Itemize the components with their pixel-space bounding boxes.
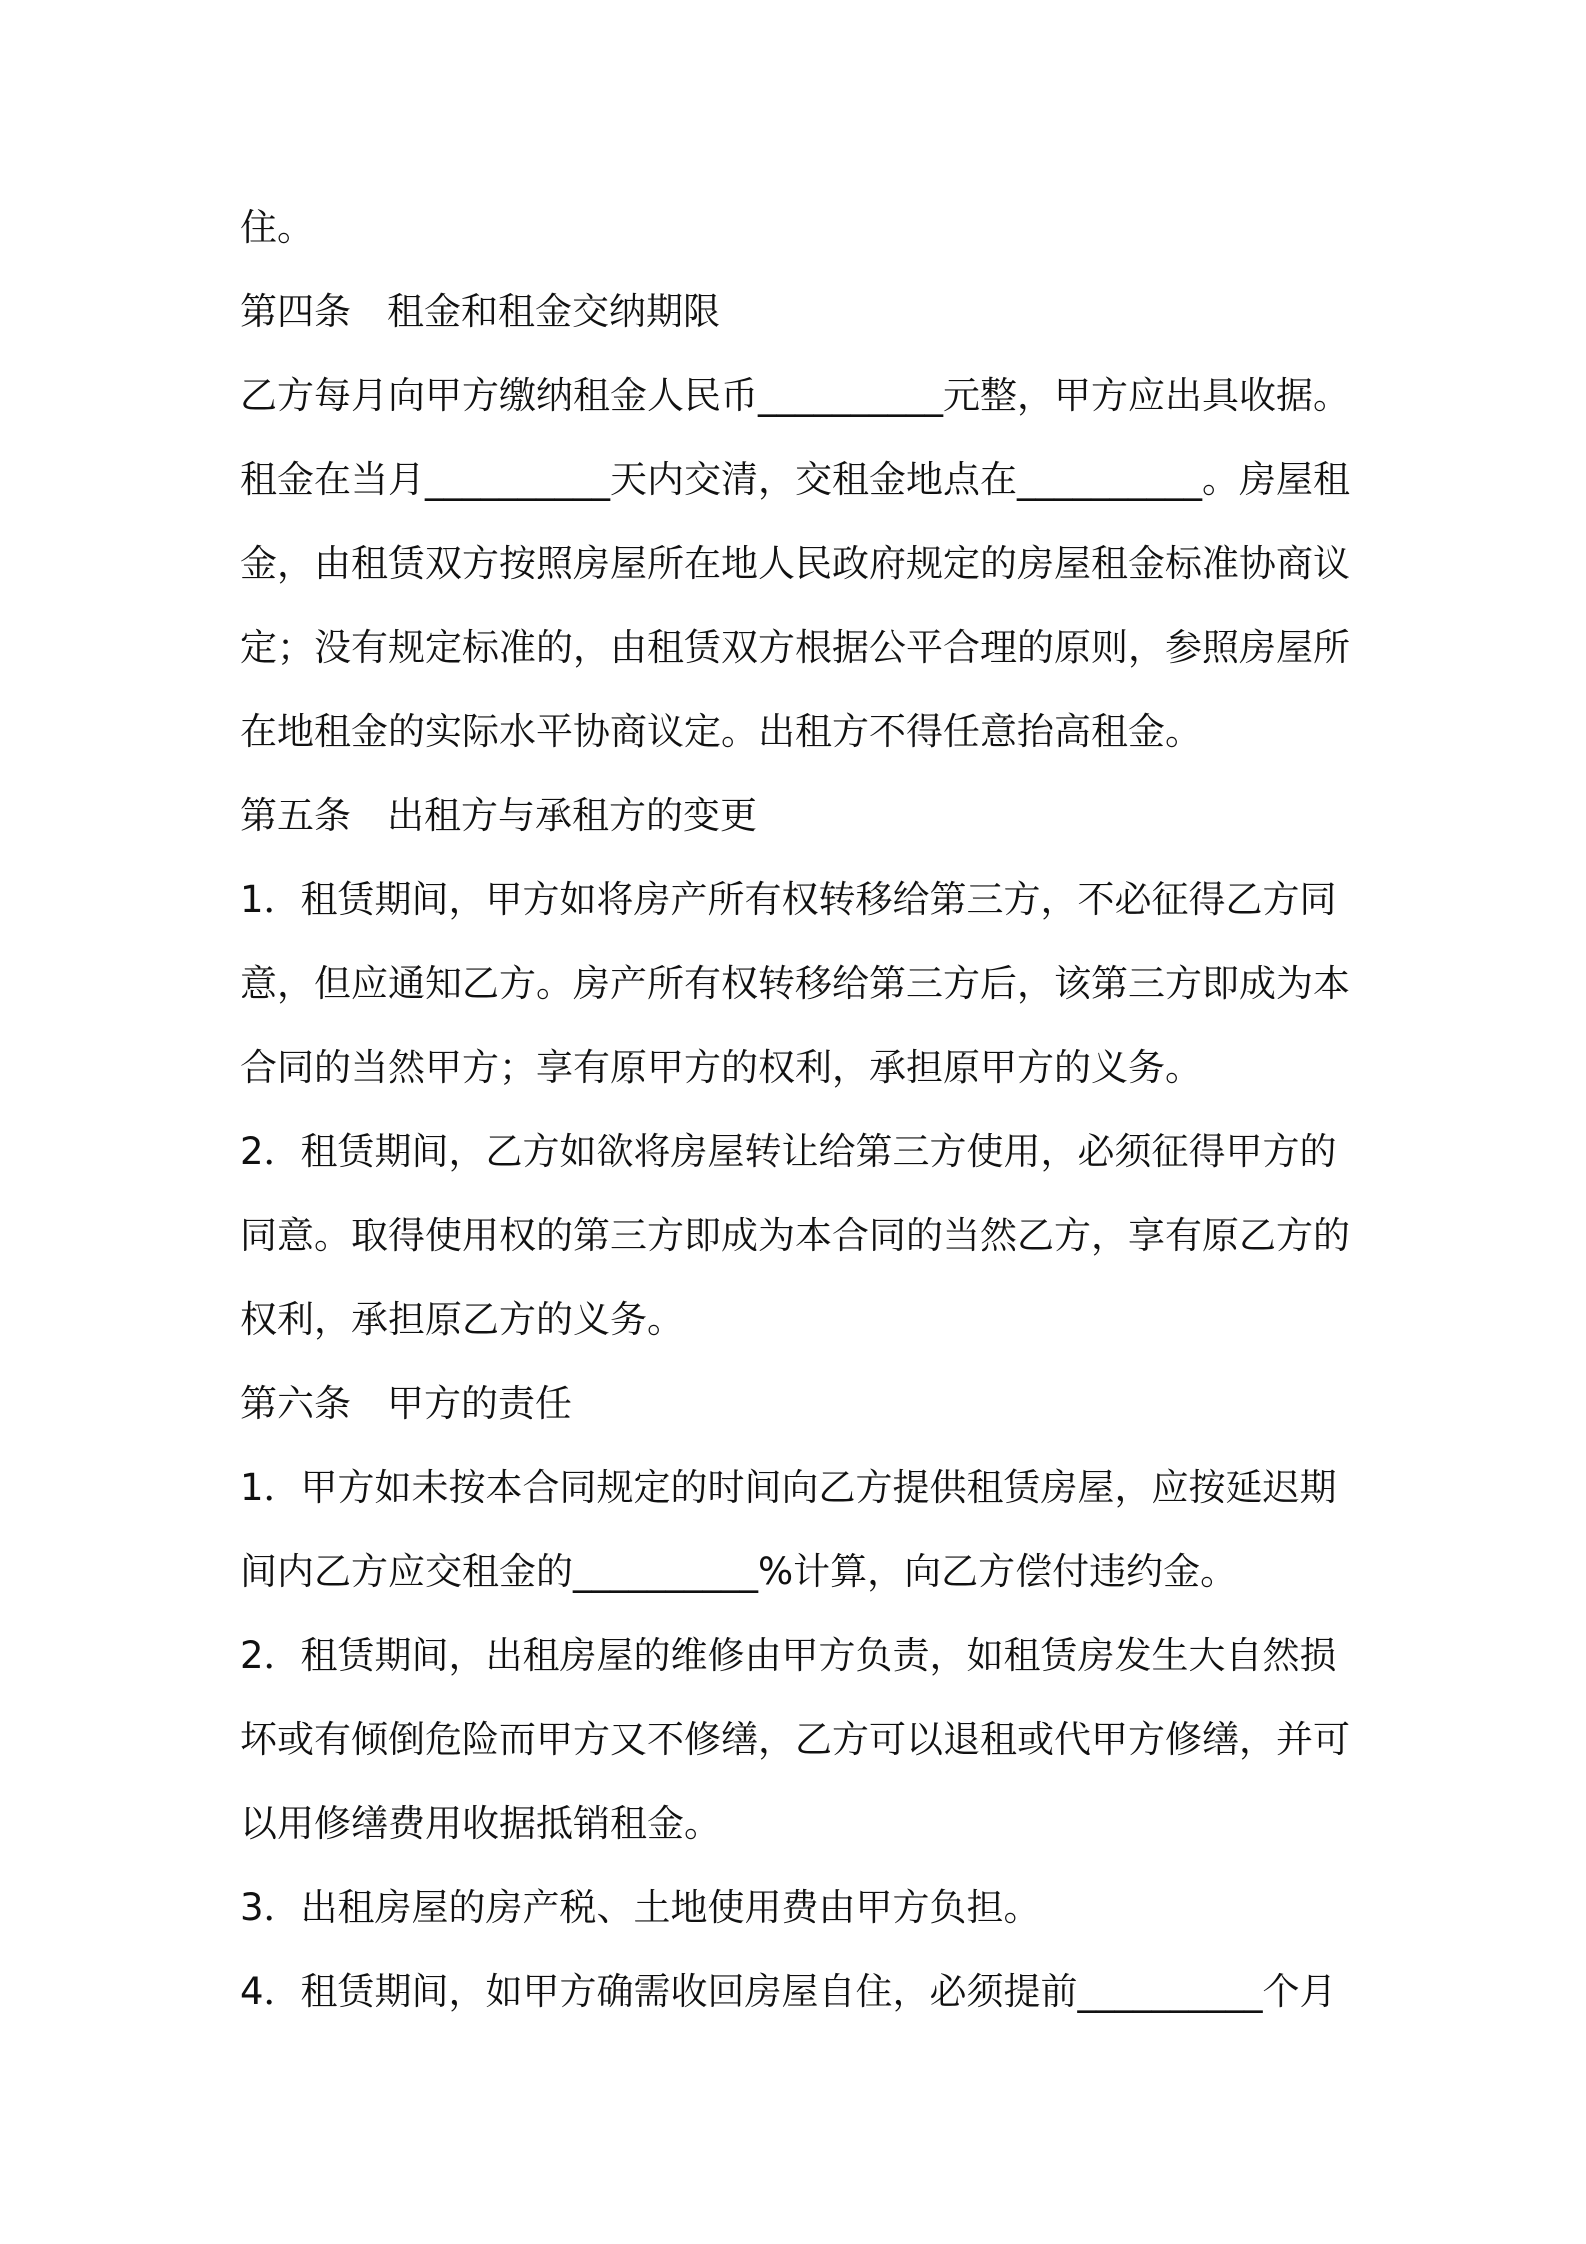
article-number: 第四条 [240, 290, 351, 333]
paragraph-line: 乙方每月向甲方缴纳租金人民币__________元整，甲方应出具收据。 [240, 374, 1350, 417]
paragraph-line: 坏或有倾倒危险而甲方又不修缮，乙方可以退租或代甲方修缮，并可 [240, 1718, 1350, 1761]
article-title: 甲方的责任 [387, 1382, 572, 1425]
paragraph-line: 3．出租房屋的房产税、土地使用费由甲方负担。 [240, 1886, 1041, 1929]
paragraph-line: 1．甲方如未按本合同规定的时间向乙方提供租赁房屋，应按延迟期 [240, 1466, 1337, 1509]
paragraph-line: 2．租赁期间，出租房屋的维修由甲方负责，如租赁房发生大自然损 [240, 1634, 1337, 1677]
paragraph-line: 租金在当月__________天内交清，交租金地点在__________。房屋租 [240, 458, 1350, 501]
paragraph-line: 2．租赁期间，乙方如欲将房屋转让给第三方使用，必须征得甲方的 [240, 1130, 1337, 1173]
article-heading [240, 270, 1360, 354]
paragraph-line: 在地租金的实际水平协商议定。出租方不得任意抬高租金。 [240, 710, 1202, 753]
paragraph-line: 间内乙方应交租金的__________%计算，向乙方偿付违约金。 [240, 1550, 1238, 1593]
paragraph-line: 以用修缮费用收据抵销租金。 [240, 1802, 721, 1845]
paragraph-line: 权利，承担原乙方的义务。 [240, 1298, 684, 1341]
paragraph-line: 1．租赁期间，甲方如将房产所有权转移给第三方，不必征得乙方同 [240, 878, 1337, 921]
article-title: 租金和租金交纳期限 [387, 290, 720, 333]
paragraph-line: 定；没有规定标准的，由租赁双方根据公平合理的原则，参照房屋所 [240, 626, 1350, 669]
paragraph-line: 金，由租赁双方按照房屋所在地人民政府规定的房屋租金标准协商议 [240, 542, 1350, 585]
article-title: 出租方与承租方的变更 [387, 794, 757, 837]
article-heading [240, 774, 1360, 858]
contract-page [240, 186, 1360, 2034]
paragraph-line: 合同的当然甲方；享有原甲方的权利，承担原甲方的义务。 [240, 1046, 1202, 1089]
paragraph-line: 意，但应通知乙方。房产所有权转移给第三方后，该第三方即成为本 [240, 962, 1350, 1005]
paragraph-line: 住。 [240, 206, 314, 249]
paragraph-line: 同意。取得使用权的第三方即成为本合同的当然乙方，享有原乙方的 [240, 1214, 1350, 1257]
article-number: 第六条 [240, 1382, 351, 1425]
article-heading [240, 1362, 1360, 1446]
paragraph-line: 4．租赁期间，如甲方确需收回房屋自住，必须提前__________个月 [240, 1970, 1337, 2013]
article-number: 第五条 [240, 794, 351, 837]
